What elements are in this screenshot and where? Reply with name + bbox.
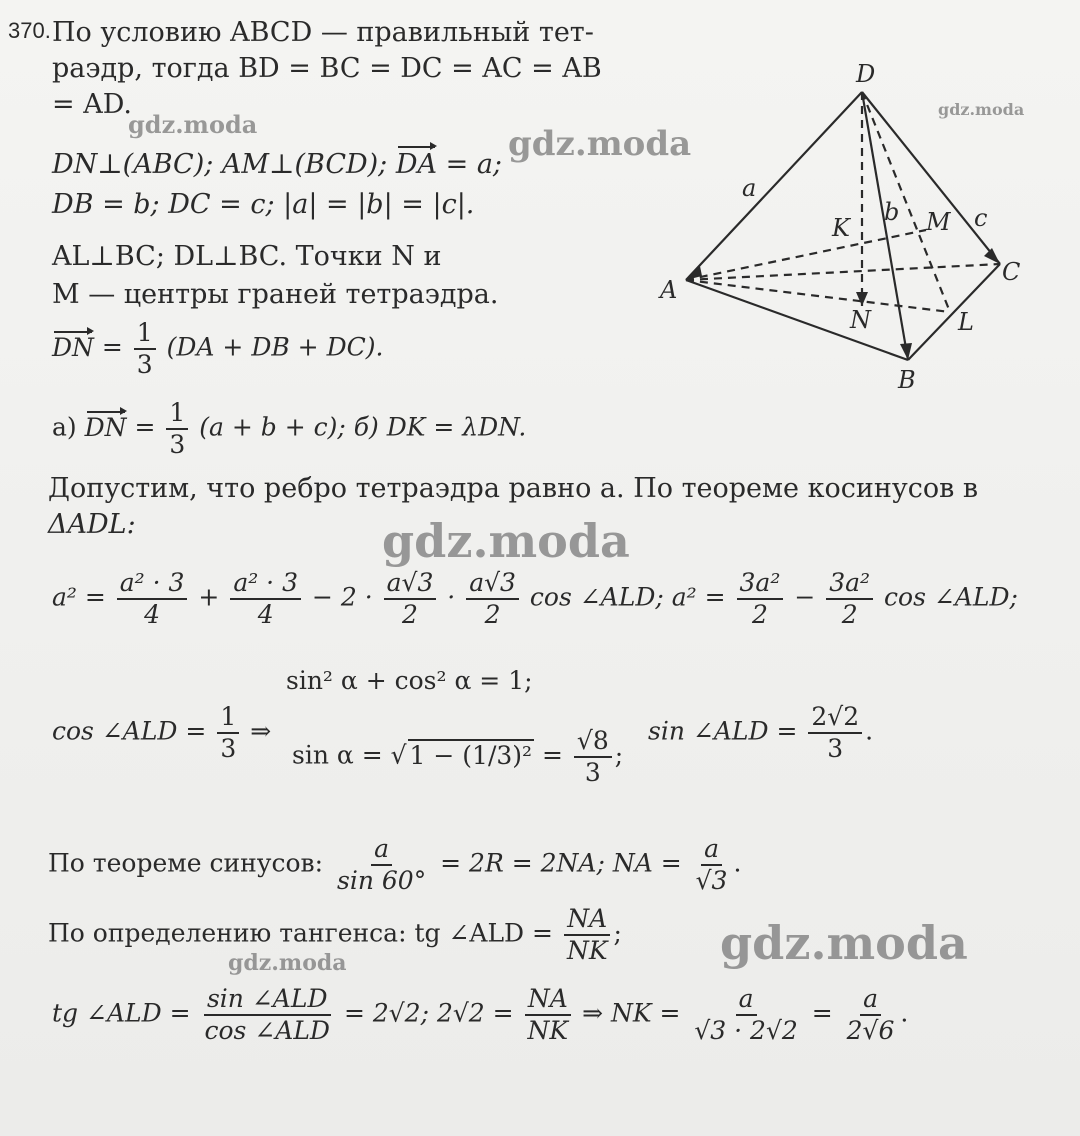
text-line-1: По условию ABCD — правильный тет- <box>52 17 594 48</box>
text-line-6: DB = b; DC = c; |a| = |b| = |c|. <box>52 189 475 220</box>
sin-ald-value: sin ∠ALD = $\frac{2√2}{3}$ . <box>648 702 874 763</box>
watermark: gdz.moda <box>382 514 630 568</box>
vector-dn: DN <box>52 327 94 362</box>
formula-dn: DN = $\frac{1}{3}$ (DA + DB + DC). <box>52 318 384 379</box>
label-N: N <box>850 306 871 334</box>
segment-al <box>686 280 950 312</box>
label-D: D <box>856 60 876 88</box>
final-equation: tg ∠ALD = $\frac{\text{sin ∠ALD}}{\text{cos ∠ALD}}$ = 2√2; 2√2 = $\frac{NA}{NK}$ ⇒ NK = $\frac{a}{√3 \cdot 2√2}$ = $\frac{a}{2√6}$ . <box>52 984 909 1045</box>
arrow-n <box>856 292 868 306</box>
edge-bc <box>908 264 1000 360</box>
arrow-a <box>686 266 702 280</box>
label-K: K <box>832 214 850 242</box>
label-vector-a: a <box>742 174 757 202</box>
text-line-3: = AD. <box>52 89 132 120</box>
cosine-law-equation: a² = $\frac{\text{a² · 3}}{4}$ + $\frac{\text{a² · 3}}{4}$ − 2 · $\frac{a√3}{2}$ · $\frac{a√3}{2}$ cos ∠ALD; a² = $\frac{\text{3a²}}{2}$ − $\frac{\text{3a²}}{2}$ cos ∠ALD; <box>52 568 1018 629</box>
text-line-12: ΔADL: <box>48 509 136 540</box>
text-line-8: M — центры граней тетраэдра. <box>52 279 499 310</box>
watermark: gdz.moda <box>938 100 1025 119</box>
watermark: gdz.moda <box>508 124 692 164</box>
label-L: L <box>958 308 974 336</box>
label-vector-b: b <box>884 198 900 226</box>
watermark: gdz.moda <box>228 950 347 976</box>
text-line-2: раэдр, тогда BD = BC = DC = AC = AB <box>52 53 602 84</box>
label-B: B <box>898 366 916 394</box>
pythagorean-identity: sin² α + cos² α = 1; <box>286 666 533 695</box>
vector-a: a; <box>476 149 503 180</box>
problem-number: 370. <box>8 18 51 43</box>
sum-of-vectors: (DA + DB + DC). <box>166 332 384 362</box>
fraction-one-third: $\frac{1}{3}$ <box>134 318 156 380</box>
text-line-7: AL⊥BC; DL⊥BC. Точки N и <box>52 241 442 272</box>
formula-dk: DK = λDN. <box>386 412 527 442</box>
sin-alpha-derivation: sin α = √ 1 − (1/3)² = $\frac{√8}{3}$ ; <box>292 726 624 787</box>
label-M: M <box>926 208 951 236</box>
text-line-4 <box>52 142 502 182</box>
vector-da: DA <box>396 142 437 182</box>
label-a: а) <box>52 412 77 442</box>
fraction-one-third-2: $\frac{1}{3}$ <box>166 398 188 460</box>
segment-dl <box>862 92 950 312</box>
arrow-c <box>984 248 1000 264</box>
cos-value: cos ∠ALD = $\frac{1}{3}$ ⇒ <box>52 702 272 763</box>
perpendicular-statement: DN⊥(ABC); AM⊥(BCD); <box>52 149 388 180</box>
edge-ab <box>686 280 908 360</box>
edge-da <box>686 92 862 280</box>
text-line-11: Допустим, что ребро тетраэдра равно a. По теореме косинусов в <box>48 473 979 504</box>
vector-dn-2: DN <box>85 407 127 442</box>
sine-law: По теореме синусов: $\frac{a}{\sin 60^\circ}$ = 2R = 2NA; NA = $\frac{a}{√3}$ . <box>48 834 742 895</box>
tangent-definition: По определению тангенса: tg ∠ALD = $\frac{NA}{NK}$ ; <box>48 904 622 965</box>
vector-sum: (a + b + c); б) <box>199 412 379 442</box>
formula-part-a: а) DN = $\frac{1}{3}$ (a + b + c); б) DK = λDN. <box>52 398 527 459</box>
watermark: gdz.moda <box>128 110 258 139</box>
edge-ac <box>686 264 1000 280</box>
label-vector-c: c <box>974 204 988 232</box>
watermark: gdz.moda <box>720 916 968 970</box>
label-C: C <box>1002 258 1021 286</box>
label-A: A <box>660 276 678 304</box>
square-root: 1 − (1/3)² <box>409 740 533 770</box>
equals-sign: = <box>445 149 477 180</box>
